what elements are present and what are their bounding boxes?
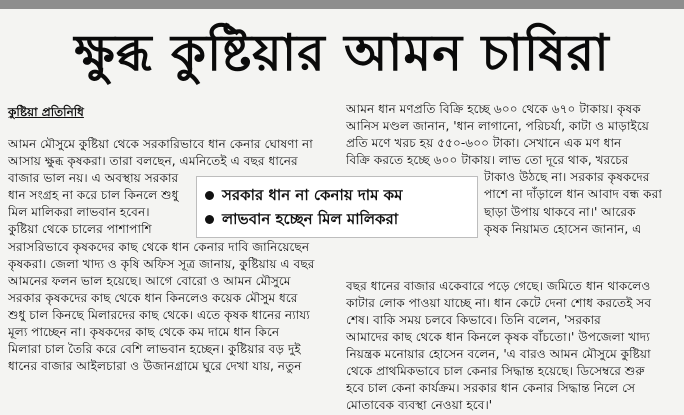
article-text-line: আমাদের কাছ থেকে ধান কিনলে কৃষক বাঁচতো।' উপজেলা খাদ্য xyxy=(346,330,650,345)
article-text-line: বিক্রি করতে হচ্ছে ৬০০ টাকায়। লাভ তো দূরে থাক, খরচের xyxy=(346,153,629,168)
article-right-column xyxy=(346,101,678,415)
article-text-line: প্রতি মণে খরচ হয় ৫৫০-৬০০ টাকা। সেখানে এক মণ ধান xyxy=(346,136,622,151)
article-text-line: থেকে প্রাথমিকভাবে চাল কেনার সিদ্ধান্ত হয়েছে। ডিসেম্বরে শুরু xyxy=(346,364,645,379)
article-text-line: মোতাবেক ব্যবস্থা নেওয়া হবে।' xyxy=(346,398,493,413)
article-text-line: ধান সংগ্রহ না করে চাল কিনলে শুধু xyxy=(8,188,179,203)
article-text-line: পাশে না দাঁড়ালে ধান আবাদ বন্ধ করা xyxy=(484,187,662,202)
article-text-line: আসায় ক্ষুব্ধ কৃষকরা। তারা বলছেন, এমনিতেই এ বছর ধানের xyxy=(8,154,298,169)
article-text-line: আমন ধান মণপ্রতি বিক্রি হচ্ছে ৬০০ থেকে ৬৭০ টাকায়। কৃষক xyxy=(346,102,641,116)
callout-point xyxy=(205,207,469,231)
article-text-line: শেষ। বাকি সময় চলবে কিভাবে। তিনি বলেন, 'সরকার xyxy=(346,312,601,327)
article-text-line: সরকার কৃষকদের কাছ থেকে ধান কিনলেও কয়েক মৌসুম ধরে xyxy=(8,290,298,305)
article-text-line: সরাসরিভাবে কৃষকদের কাছ থেকে ধান কেনার দাবি জানিয়েছেন xyxy=(8,239,310,254)
article-text-line: টাকাও উঠছে না। সরকার কৃষকদের xyxy=(484,170,650,185)
article-text-line: ছাড়া উপায় থাকবে না।' আরেক xyxy=(484,204,636,219)
callout-point xyxy=(205,183,469,207)
callout-point-text: লাভবান হচ্ছেন মিল মালিকরা xyxy=(222,210,399,228)
top-gray-bar xyxy=(0,0,684,9)
article-text-line: কৃষকরা। জেলা খাদ্য ও কৃষি অফিস সূত্র জানায়, কুষ্টিয়ায় এ বছর xyxy=(8,256,315,271)
article-text-line: মূল্য পাচ্ছেন না। কৃষকদের কাছ থেকে কম দামে ধান কিনে xyxy=(8,325,280,340)
article-text-line: কুষ্টিয়া থেকে চালের পাশাপাশি xyxy=(8,222,152,237)
article-text-line: আনিস মণ্ডল জানান, 'ধান লাগানো, পরিচর্যা, কাটা ও মাড়াইয়ে xyxy=(346,119,649,134)
highlight-callout-box xyxy=(196,176,478,238)
callout-point-text: সরকার ধান না কেনায় দাম কম xyxy=(222,186,403,204)
article-text-line: হবে চাল কেনা কার্যক্রম। সরকার ধান কেনার সিদ্ধান্ত নিলে সে xyxy=(346,381,636,396)
callout-gap xyxy=(346,238,678,278)
article-text-line: কৃষক নিয়ামত হোসেন জানান, এ xyxy=(484,221,642,236)
bullet-icon xyxy=(205,191,214,200)
article-text-line: মিল মালিকরা লাভবান হবেন। xyxy=(8,205,150,220)
article-left-column xyxy=(8,136,336,375)
article-text-line: কাটার লোক পাওয়া যাচ্ছে না। ধান কেটে দেনা শোধ করতেই সব xyxy=(346,295,652,310)
article-text-line: বাজার ভাল নয়। এ অবস্থায় সরকার xyxy=(8,171,179,186)
article-text-line: বছর ধানের বাজার একেবারে পড়ে গেছে। জমিতে ধান থাকলেও xyxy=(346,278,651,293)
article-text-line: মিলারা চাল তৈরি করে বেশি লাভবান হচ্ছেন। কুষ্টিয়ার বড় দুই xyxy=(8,342,301,357)
article-text-line: আমন মৌসুমে কুষ্টিয়া থেকে সরকারিভাবে ধান কেনার ঘোষণা না xyxy=(8,137,313,151)
article-text-line: আমনের ফলন ভাল হয়েছে। আগে বোরো ও আমন মৌসুমে xyxy=(8,273,291,288)
byline-reporter: কুষ্টিয়া প্রতিনিধি xyxy=(8,105,84,119)
right-column-bottom xyxy=(346,278,678,415)
article-text-line: ধানের বাজার আইলচারা ও উজানগ্রামে ঘুরে দেখা যায়, নতুন xyxy=(8,359,302,374)
page-headline: ক্ষুব্ধ কুষ্টিয়ার আমন চাষিরা xyxy=(74,24,610,82)
article-text-line: নিয়ন্ত্রক মনোয়ার হোসেন বলেন, 'এ বারও আমন মৌসুমে কুষ্টিয়া xyxy=(346,347,651,362)
article-text-line: শুধু চাল কিনছে মিলারদের কাছ থেকে। এতে কৃষক ধানের ন্যায্য xyxy=(8,307,310,322)
bullet-icon xyxy=(205,215,214,224)
